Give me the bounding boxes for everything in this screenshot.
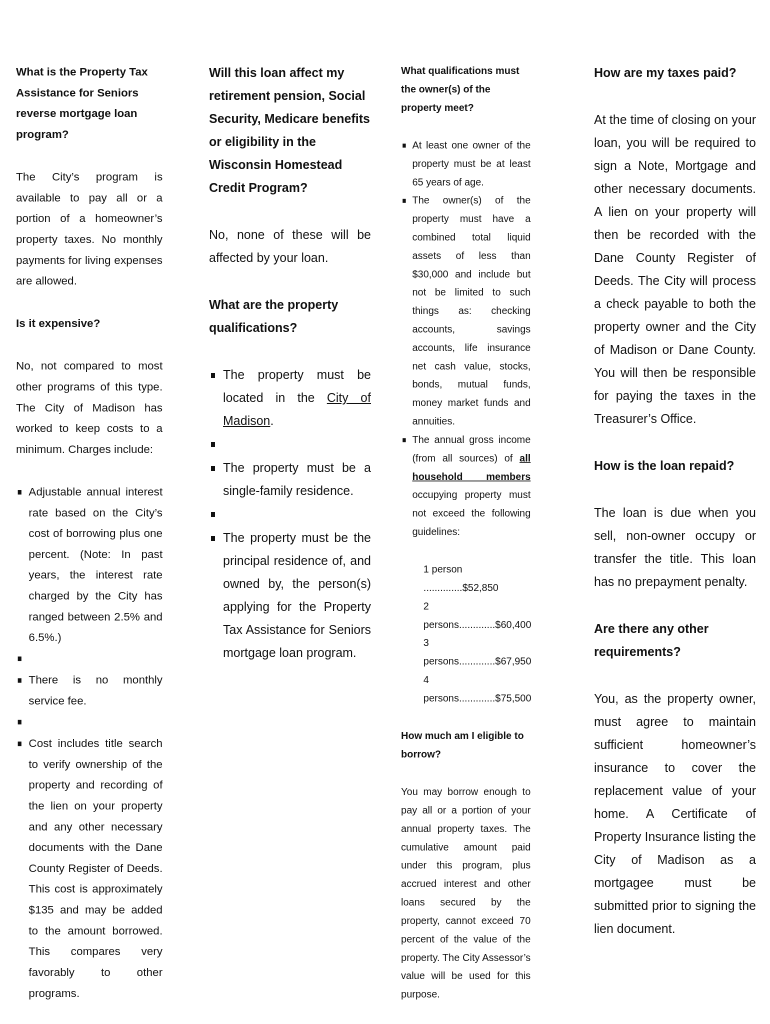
owner-qualifications-list: [401, 136, 531, 541]
qualification-location: The property must be located in the City of Madison.: [209, 364, 371, 433]
income-row: 4 persons.............$75,500: [423, 674, 532, 704]
answer-program: The City’s program is available to pay all or a portion of a homeowner’s property taxes. No monthly payments for living expenses are allowed.: [16, 170, 163, 288]
answer-borrow: You may borrow enough to pay all or a portion of your annual property taxes. The cumulative amount paid under this program, plus accrued interest and other loans secured by the property, cannot exceed 70 percent of the value of the property. The City Assessor’s value will be used for this purpose.: [401, 786, 531, 1000]
question-taxes-paid: How are my taxes paid?: [594, 66, 737, 80]
qualification-age: At least one owner of the property must be at least 65 years of age.: [401, 136, 531, 191]
question-expensive: Is it expensive?: [16, 317, 101, 330]
income-row: 1 person ..............$52,850: [423, 563, 499, 594]
question-retirement: Will this loan affect my retirement pension, Social Security, Medicare benefits or eligibility in the Wisconsin Homestead Credit Program?: [209, 66, 370, 195]
city-of-madison-link[interactable]: City of Madison: [223, 391, 371, 428]
income-row: 3 persons.............$67,950: [423, 637, 532, 668]
question-repaid: How is the loan repaid?: [594, 459, 735, 473]
answer-taxes-paid: At the time of closing on your loan, you will be required to sign a Note, Mortgage and other necessary documents. A lien on your property will then be recorded with the Dane County Register of Deeds. The City will process a check payable to both the property owner and the City of Madison or Dane County. You will then be responsible for paying the taxes in the Treasurer’s Office.: [594, 113, 756, 426]
answer-retirement: No, none of these will be affected by your loan.: [209, 228, 371, 265]
income-guidelines: [401, 561, 531, 708]
question-other-requirements: Are there any other requirements?: [594, 622, 709, 659]
income-row: 2 persons.............$60,400: [423, 600, 532, 631]
column-4: [594, 62, 756, 941]
charge-item-service-fee: There is no monthly service fee.: [16, 670, 163, 712]
question-property-qualifications: What are the property qualifications?: [209, 298, 339, 335]
answer-other-requirements: You, as the property owner, must agree to maintain sufficient homeowner’s insurance to cover the replacement value of your home. A Certificate of Property Insurance listing the City of Madison as a mortgagee must be submitted prior to signing the lien document.: [594, 692, 756, 936]
question-owner-qualifications: What qualifications must the owner(s) of the property meet?: [401, 65, 520, 114]
answer-expensive: No, not compared to most other programs of this type. The City of Madison has worked to keep costs to a minimum. Charges include:: [16, 359, 163, 456]
column-3: [401, 62, 531, 1004]
question-program: What is the Property Tax Assistance for Seniors reverse mortgage loan program?: [16, 65, 148, 141]
charge-item-title-search: Cost includes title search to verify ownership of the property and recording of the lien on your property and any other necessary documents with the Dane County Register of Deeds. This cost is approximately $135 and may be added to the amount borrowed. This compares very favorably to other programs.: [16, 733, 163, 1004]
property-qualifications-list: [209, 364, 371, 665]
question-borrow: How much am I eligible to borrow?: [401, 730, 524, 760]
answer-repaid: The loan is due when you sell, non-owner occupy or transfer the title. This loan has no prepayment penalty.: [594, 506, 756, 589]
qualification-income: The annual gross income (from all sources) of all household members occupying property must not exceed the following guidelines:: [401, 431, 531, 541]
qualification-principal-residence: The property must be the principal residence of, and owned by, the person(s) applying for the Property Tax Assistance for Seniors mortgage loan program.: [209, 527, 371, 665]
column-2: [209, 62, 371, 665]
charges-list: [16, 482, 163, 1004]
charge-item-interest: Adjustable annual interest rate based on the City’s cost of borrowing plus one percent. (Note: In past years, the interest rate charged by the City has ranged between 2.5% and 6.5%.): [16, 482, 163, 649]
column-1: [16, 62, 163, 1004]
qualification-single-family: The property must be a single-family residence.: [209, 457, 371, 503]
qualification-assets: The owner(s) of the property must have a combined total liquid assets of less than $30,000 and include but not be limited to such things as: checking accounts, savings accounts, life insurance net cash value, stocks, bonds, mutual funds, money market funds and annuities.: [401, 192, 531, 431]
